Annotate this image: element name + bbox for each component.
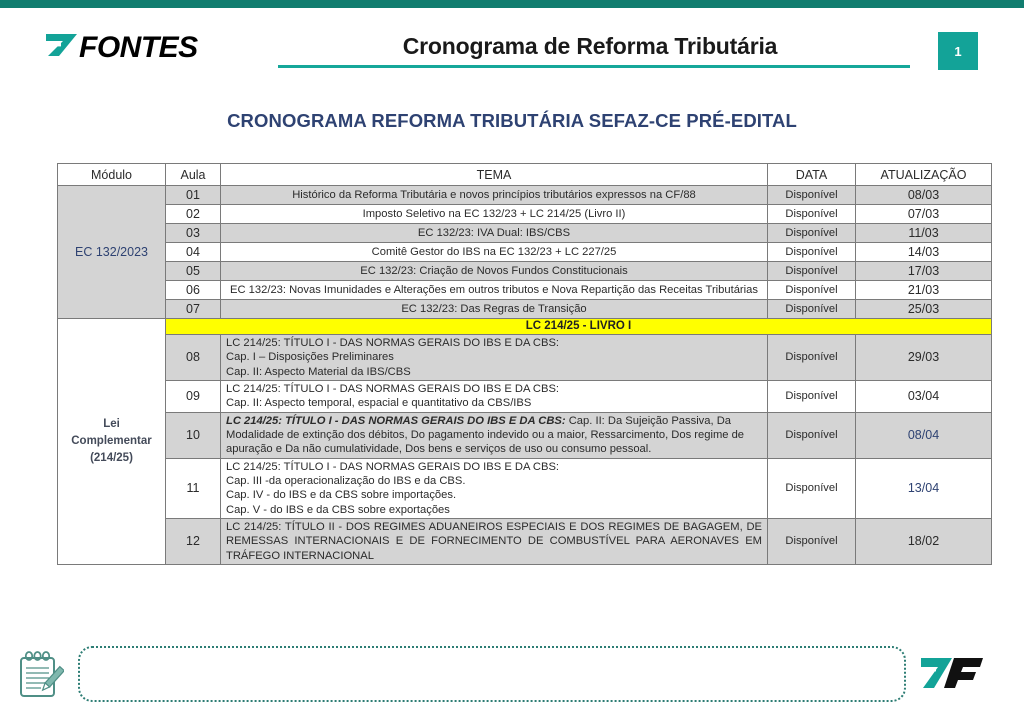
aula-cell: 09 xyxy=(166,380,221,412)
aula-cell: 04 xyxy=(166,243,221,262)
aula-cell: 05 xyxy=(166,262,221,281)
table-row xyxy=(58,458,992,518)
fontes-f-logo-icon xyxy=(920,655,984,696)
tema-cell: Comitê Gestor do IBS na EC 132/23 + LC 227/25 xyxy=(221,243,768,262)
column-header-tema: TEMA xyxy=(221,164,768,186)
column-header-aula: Aula xyxy=(166,164,221,186)
aula-cell: 08 xyxy=(166,335,221,381)
notepad-pencil-icon xyxy=(14,648,64,705)
data-cell: Disponível xyxy=(768,412,856,458)
aula-cell: 12 xyxy=(166,518,221,564)
tema-cell: EC 132/23: Das Regras de Transição xyxy=(221,300,768,319)
atualizacao-cell: 14/03 xyxy=(856,243,992,262)
table-row xyxy=(58,335,992,381)
atualizacao-cell: 11/03 xyxy=(856,224,992,243)
aula-cell: 03 xyxy=(166,224,221,243)
schedule-table-wrapper xyxy=(57,163,991,565)
data-cell: Disponível xyxy=(768,262,856,281)
column-header-modulo: Módulo xyxy=(58,164,166,186)
table-row xyxy=(58,281,992,300)
aula-cell: 01 xyxy=(166,186,221,205)
atualizacao-cell: 03/04 xyxy=(856,380,992,412)
data-cell: Disponível xyxy=(768,518,856,564)
column-header-data: DATA xyxy=(768,164,856,186)
brand-logo xyxy=(44,32,198,63)
tema-cell xyxy=(221,458,768,518)
table-header-row xyxy=(58,164,992,186)
slide-header xyxy=(0,8,1024,78)
tema-line-3: Cap. IV - do IBS e da CBS sobre importações. xyxy=(226,489,457,502)
notes-input[interactable] xyxy=(78,646,906,702)
table-row xyxy=(58,262,992,281)
data-cell: Disponível xyxy=(768,300,856,319)
tema-cell xyxy=(221,380,768,412)
data-cell: Disponível xyxy=(768,281,856,300)
atualizacao-cell: 29/03 xyxy=(856,335,992,381)
module-lc-line2: Complementar xyxy=(71,434,152,447)
livro-banner-label: LC 214/25 - LIVRO I xyxy=(166,319,992,335)
fontes-chevron-icon xyxy=(44,32,78,63)
atualizacao-cell: 25/03 xyxy=(856,300,992,319)
module-lc-line1: Lei xyxy=(103,417,120,430)
atualizacao-cell: 18/02 xyxy=(856,518,992,564)
data-cell: Disponível xyxy=(768,380,856,412)
tema-line-1: LC 214/25: TÍTULO I - DAS NORMAS GERAIS DO IBS E DA CBS: xyxy=(226,337,560,349)
data-cell: Disponível xyxy=(768,224,856,243)
column-header-atualizacao: ATUALIZAÇÃO xyxy=(856,164,992,186)
data-cell: Disponível xyxy=(768,458,856,518)
aula-cell: 06 xyxy=(166,281,221,300)
tema-cell xyxy=(221,335,768,381)
tema-cell xyxy=(221,412,768,458)
tema-line-2: Cap. II: Aspecto temporal, espacial e quantitativo da CBS/IBS xyxy=(226,397,532,410)
top-accent-bar xyxy=(0,0,1024,8)
table-row xyxy=(58,412,992,458)
aula-cell: 11 xyxy=(166,458,221,518)
data-cell: Disponível xyxy=(768,205,856,224)
atualizacao-cell: 07/03 xyxy=(856,205,992,224)
tema-line-2: Cap. III -da operacionalização do IBS e da CBS. xyxy=(226,474,466,487)
tema-cell: EC 132/23: Criação de Novos Fundos Constitucionais xyxy=(221,262,768,281)
aula-cell: 10 xyxy=(166,412,221,458)
data-cell: Disponível xyxy=(768,335,856,381)
tema-body: Cap. II: Da Sujeição Passiva, Da Modalidade de extinção dos débitos, Do pagamento indevido ou a maior, Ressarcimento, Dos regime de apuração e Da não cumulatividade, Dos bens e serviços de uso ou consumo pessoal. xyxy=(226,414,745,456)
tema-line-2: Cap. I – Disposições Preliminares xyxy=(226,351,394,364)
module-lc-line3: (214/25) xyxy=(90,452,133,465)
atualizacao-cell: 08/04 xyxy=(856,412,992,458)
tema-line-4: Cap. V - do IBS e da CBS sobre exportações xyxy=(226,503,450,516)
livro-banner-row xyxy=(58,319,992,335)
table-row xyxy=(58,186,992,205)
tema-cell: Histórico da Reforma Tributária e novos princípios tributários expressos na CF/88 xyxy=(221,186,768,205)
tema-cell: Imposto Seletivo na EC 132/23 + LC 214/25 (Livro II) xyxy=(221,205,768,224)
data-cell: Disponível xyxy=(768,243,856,262)
atualizacao-cell: 13/04 xyxy=(856,458,992,518)
tema-line-3: Cap. II: Aspecto Material da IBS/CBS xyxy=(226,365,411,378)
atualizacao-cell: 17/03 xyxy=(856,262,992,281)
brand-logo-text: FONTES xyxy=(79,30,198,64)
table-row xyxy=(58,518,992,564)
tema-cell: LC 214/25: TÍTULO II - DOS REGIMES ADUANEIROS ESPECIAIS E DOS REGIMES DE BAGAGEM, DE REMESSAS INTERNACIONAIS E DE FORNECIMENTO DE COMBUSTÍVEL PARA AERONAVES EM TRÁFEGO INTERNACIONAL xyxy=(221,518,768,564)
aula-cell: 07 xyxy=(166,300,221,319)
header-underline xyxy=(278,65,910,68)
page-number-badge: 1 xyxy=(938,32,978,70)
table-row xyxy=(58,205,992,224)
schedule-table xyxy=(57,163,992,565)
table-row xyxy=(58,224,992,243)
table-row xyxy=(58,300,992,319)
module-cell-lc xyxy=(58,319,166,565)
tema-cell: EC 132/23: IVA Dual: IBS/CBS xyxy=(221,224,768,243)
table-row xyxy=(58,380,992,412)
aula-cell: 02 xyxy=(166,205,221,224)
tema-line-1: LC 214/25: TÍTULO I - DAS NORMAS GERAIS DO IBS E DA CBS: xyxy=(226,382,560,395)
page-title: CRONOGRAMA REFORMA TRIBUTÁRIA SEFAZ-CE PRÉ-EDITAL xyxy=(227,110,797,131)
table-row xyxy=(58,243,992,262)
tema-cell: EC 132/23: Novas Imunidades e Alterações em outros tributos e Nova Repartição das Receitas Tributárias xyxy=(221,281,768,300)
tema-line-1: LC 214/25: TÍTULO I - DAS NORMAS GERAIS DO IBS E DA CBS: xyxy=(226,460,560,473)
atualizacao-cell: 21/03 xyxy=(856,281,992,300)
tema-title-italic: LC 214/25: TÍTULO I - DAS NORMAS GERAIS DO IBS E DA CBS: xyxy=(226,414,566,427)
atualizacao-cell: 08/03 xyxy=(856,186,992,205)
module-cell-ec: EC 132/2023 xyxy=(58,186,166,319)
data-cell: Disponível xyxy=(768,186,856,205)
header-title: Cronograma de Reforma Tributária xyxy=(402,33,778,59)
